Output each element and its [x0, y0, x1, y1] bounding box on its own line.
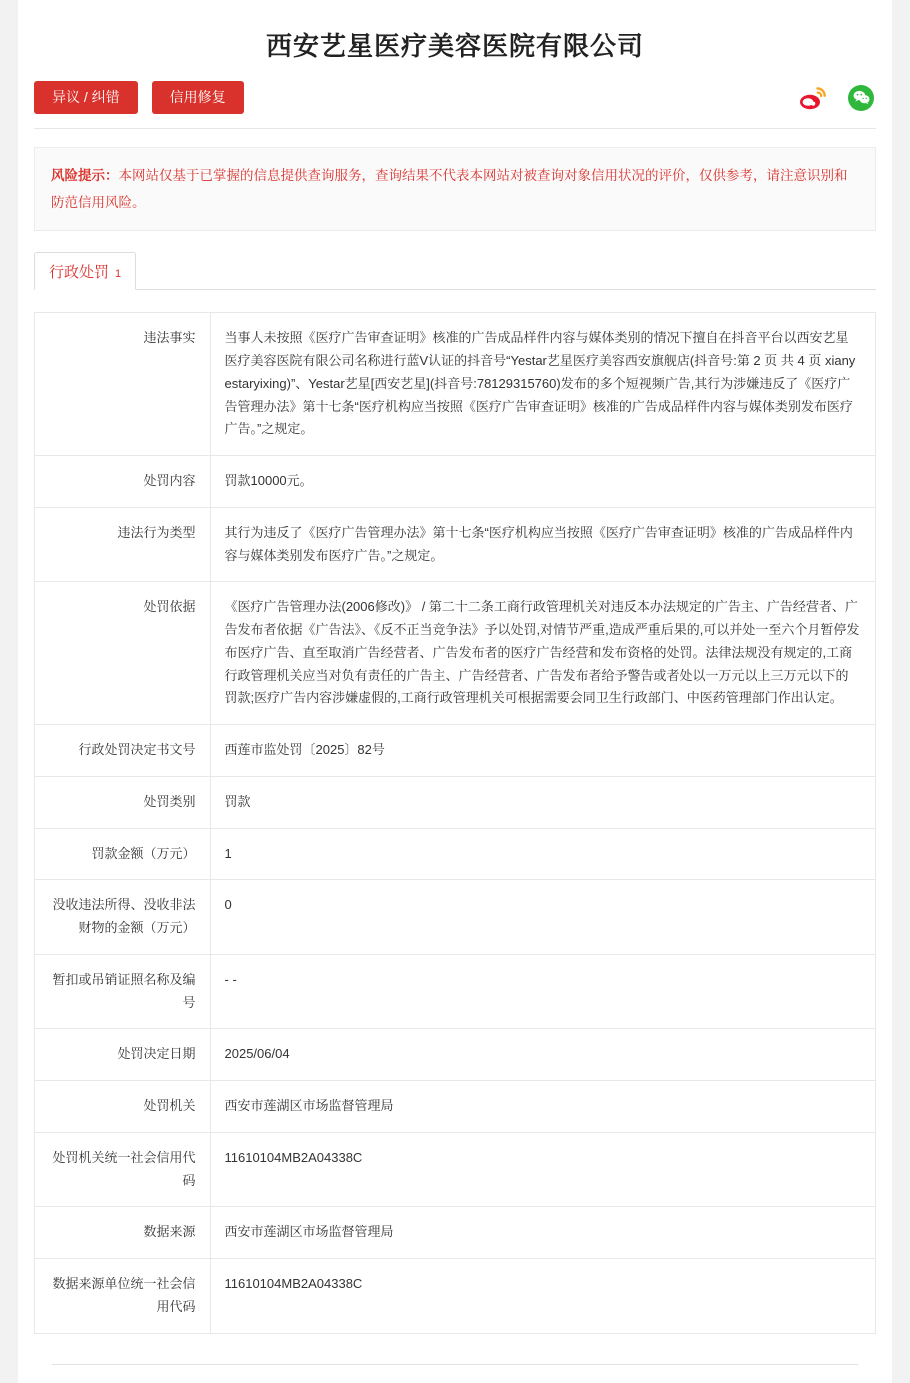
row-value: 罚款	[210, 776, 875, 828]
table-bottom-gap	[18, 1334, 892, 1364]
table-row	[35, 828, 875, 880]
row-value: 《医疗广告管理办法(2006修改)》 / 第二十二条工商行政管理机关对违反本办法规定的广告主、广告经营者、广告发布者依据《广告法》、《反不正当竞争法》予以处罚,对情节严重,造成严重后果的,可以并处一至六个月暂停发布医疗广告、直至取消广告经营者、广告发布者的医疗广告经营和发布资格的处罚。法律法规没有规定的,工商行政管理机关应当对负有责任的广告主、广告经营者、广告发布者给予警告或者处以一万元以上三万元以下的罚款;医疗广告内容涉嫌虚假的,工商行政管理机关可根据需要会同卫生行政部门、中医药管理部门作出认定。	[210, 582, 875, 725]
row-value: 西安市莲湖区市场监督管理局	[210, 1207, 875, 1259]
row-label: 罚款金额（万元）	[35, 828, 210, 880]
header-divider	[34, 128, 876, 129]
row-value: 其行为违反了《医疗广告管理办法》第十七条“医疗机构应当按照《医疗广告审查证明》核准的广告成品样件内容与媒体类别发布医疗广告。”之规定。	[210, 507, 875, 582]
page-title: 西安艺星医疗美容医院有限公司	[265, 31, 644, 61]
row-label: 处罚机关	[35, 1081, 210, 1133]
risk-notice	[34, 147, 876, 231]
row-label: 违法事实	[35, 313, 210, 455]
row-value: 11610104MB2A04338C	[210, 1259, 875, 1334]
row-label: 处罚类别	[35, 776, 210, 828]
table-row	[35, 880, 875, 955]
row-label: 违法行为类型	[35, 507, 210, 582]
row-label: 处罚依据	[35, 582, 210, 725]
objection-correction-button[interactable]: 异议 / 纠错	[34, 81, 138, 114]
row-label: 没收违法所得、没收非法财物的金额（万元）	[35, 880, 210, 955]
row-value: 0	[210, 880, 875, 955]
wechat-icon-circle	[848, 85, 874, 111]
table-row	[35, 582, 875, 725]
content-card	[18, 0, 892, 1383]
row-value: 2025/06/04	[210, 1029, 875, 1081]
table-row	[35, 1081, 875, 1133]
row-value: 西安市莲湖区市场监督管理局	[210, 1081, 875, 1133]
table-row	[35, 776, 875, 828]
row-value: 西莲市监处罚〔2025〕82号	[210, 725, 875, 777]
table-row	[35, 313, 875, 455]
penalty-detail-table	[34, 312, 876, 1333]
row-value: 11610104MB2A04338C	[210, 1132, 875, 1207]
table-row	[35, 725, 875, 777]
table-row	[35, 1029, 875, 1081]
row-label: 行政处罚决定书文号	[35, 725, 210, 777]
credit-repair-button[interactable]: 信用修复	[152, 81, 244, 114]
wechat-icon[interactable]	[846, 83, 876, 113]
table-row	[35, 954, 875, 1029]
row-label: 处罚机关统一社会信用代码	[35, 1132, 210, 1207]
tab-count-badge: 1	[115, 268, 122, 281]
action-row	[18, 71, 892, 128]
weibo-icon[interactable]	[798, 83, 828, 113]
row-value: 1	[210, 828, 875, 880]
row-label: 数据来源单位统一社会信用代码	[35, 1259, 210, 1334]
table-row	[35, 456, 875, 508]
table-row	[35, 1207, 875, 1259]
row-value: 罚款10000元。	[210, 456, 875, 508]
row-value: 当事人未按照《医疗广告审查证明》核准的广告成品样件内容与媒体类别的情况下擅自在抖音平台以西安艺星医疗美容医院有限公司名称进行蓝V认证的抖音号“Yestar艺星医疗美容西安旗舰店(抖音号:第 2 页 共 4 页 xianyestaryixing)”、Yestar艺星[西安艺星](抖音号:78129315760)发布的多个短视频广告,其行为涉嫌违反了《医疗广告管理办法》第十七条“医疗机构应当按照《医疗广告审查证明》核准的广告成品样件内容与媒体类别发布医疗广告。”之规定。	[210, 313, 875, 455]
risk-notice-text: 本网站仅基于已掌握的信息提供查询服务，查询结果不代表本网站对被查询对象信用状况的评价，仅供参考，请注意识别和防范信用风险。	[51, 168, 848, 211]
footer-divider	[52, 1364, 858, 1383]
tab-label: 行政处罚	[49, 264, 110, 282]
table-row	[35, 1132, 875, 1207]
row-value: - -	[210, 954, 875, 1029]
risk-notice-label: 风险提示：	[51, 168, 119, 184]
row-label: 暂扣或吊销证照名称及编号	[35, 954, 210, 1029]
tab-bar	[34, 253, 876, 290]
title-bar	[18, 0, 892, 71]
row-label: 处罚决定日期	[35, 1029, 210, 1081]
table-row	[35, 507, 875, 582]
row-label: 处罚内容	[35, 456, 210, 508]
tab-administrative-penalty[interactable]	[34, 252, 136, 290]
row-label: 数据来源	[35, 1207, 210, 1259]
